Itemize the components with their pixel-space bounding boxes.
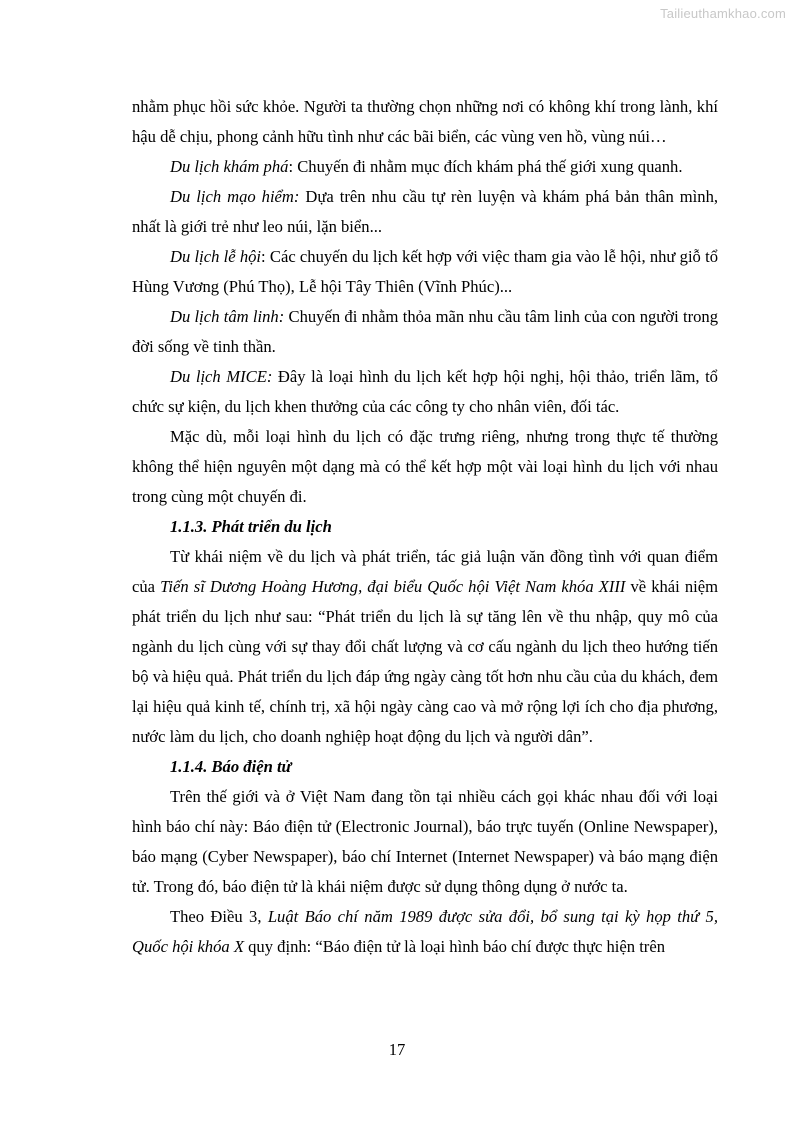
- term-du-lich-kham-pha: Du lịch khám phá: [170, 157, 289, 176]
- citation-author: Tiến sĩ Dương Hoàng Hương, đại biểu Quốc hội Việt Nam khóa XIII: [160, 577, 626, 596]
- watermark: Tailieuthamkhao.com: [660, 6, 786, 21]
- text-segment: Theo Điều 3,: [170, 907, 268, 926]
- text-segment: Từ khái niệm về du lịch và phát triển, tác giả luận văn đồng tình với quan điểm của: [132, 547, 718, 596]
- page-content: [132, 92, 718, 962]
- term-du-lich-tam-linh: Du lịch tâm linh:: [170, 307, 285, 326]
- paragraph-du-lich-mao-hiem: [132, 182, 718, 242]
- term-du-lich-le-hoi: Du lịch lễ hội: [170, 247, 262, 266]
- citation-law: Luật Báo chí năm 1989 được sửa đổi, bổ sung tại kỳ họp thứ 5, Quốc hội khóa X: [132, 907, 718, 956]
- page-number: 17: [388, 1040, 406, 1059]
- paragraph-du-lich-le-hoi: [132, 242, 718, 302]
- text-segment: về khái niệm phát triển du lịch như sau: “Phát triển du lịch là sự tăng lên về thu nhập, quy mô của ngành du lịch cùng với sự thay đổi chất lượng và cơ cấu ngành du lịch theo hướng tiến bộ và hiệu quả. Phát triển du lịch đáp ứng ngày càng tốt hơn nhu cầu của du khách, đem lại hiệu quả kinh tế, chính trị, xã hội ngày càng cao và mở rộng lợi ích cho địa phương, nước làm du lịch, cho doanh nghiệp hoạt động du lịch và người dân”.: [132, 577, 718, 746]
- section-heading-phat-trien-du-lich: 1.1.3. Phát triển du lịch: [170, 517, 332, 536]
- term-du-lich-mice: Du lịch MICE:: [170, 367, 273, 386]
- definition-du-lich-mao-hiem: Dựa trên nhu cầu tự rèn luyện và khám phá bản thân mình, nhất là giới trẻ như leo núi, lặn biển...: [132, 187, 719, 236]
- paragraph-bao-dien-tu: Trên thế giới và ở Việt Nam đang tồn tại nhiều cách gọi khác nhau đối với loại hình báo chí này: Báo điện tử (Electronic Journal), báo trực tuyến (Online Newspaper), báo mạng (Cyber Newspaper), báo chí Internet (Internet Newspaper) và báo mạng điện tử. Trong đó, báo điện tử là khái niệm được sử dụng thông dụng ở nước ta.: [132, 787, 718, 896]
- section-heading-bao-dien-tu: 1.1.4. Báo điện tử: [170, 757, 292, 776]
- definition-du-lich-tam-linh: Chuyến đi nhằm thỏa mãn nhu cầu tâm linh của con người trong đời sống về tinh thần.: [132, 307, 718, 356]
- paragraph-du-lich-mice: [132, 362, 718, 422]
- term-du-lich-mao-hiem: Du lịch mạo hiểm:: [170, 187, 300, 206]
- paragraph-phat-trien-du-lich: [132, 542, 718, 752]
- definition-du-lich-le-hoi: : Các chuyến du lịch kết hợp với việc tham gia vào lễ hội, như giỗ tổ Hùng Vương (Phú Thọ), Lễ hội Tây Thiên (Vĩnh Phúc)...: [132, 247, 718, 296]
- text-segment: quy định: “Báo điện tử là loại hình báo chí được thực hiện trên: [243, 937, 665, 956]
- paragraph-du-lich-tam-linh: [132, 302, 718, 362]
- paragraph-luat-bao-chi: [132, 902, 718, 962]
- definition-du-lich-kham-pha: : Chuyến đi nhằm mục đích khám phá thế giới xung quanh.: [288, 157, 683, 176]
- paragraph-intro: nhằm phục hồi sức khỏe. Người ta thường chọn những nơi có không khí trong lành, khí hậu dễ chịu, phong cảnh hữu tình như các bãi biển, các vùng ven hồ, vùng núi…: [132, 97, 718, 146]
- definition-du-lich-mice: Đây là loại hình du lịch kết hợp hội nghị, hội thảo, triển lãm, tổ chức sự kiện, du lịch khen thưởng của các công ty cho nhân viên, đối tác.: [132, 367, 718, 416]
- paragraph-du-lich-kham-pha: [132, 152, 718, 182]
- paragraph-ket-hop: Mặc dù, mỗi loại hình du lịch có đặc trưng riêng, nhưng trong thực tế thường không thể hiện nguyên một dạng mà có thể kết hợp một vài loại hình du lịch với nhau trong cùng một chuyến đi.: [132, 427, 718, 506]
